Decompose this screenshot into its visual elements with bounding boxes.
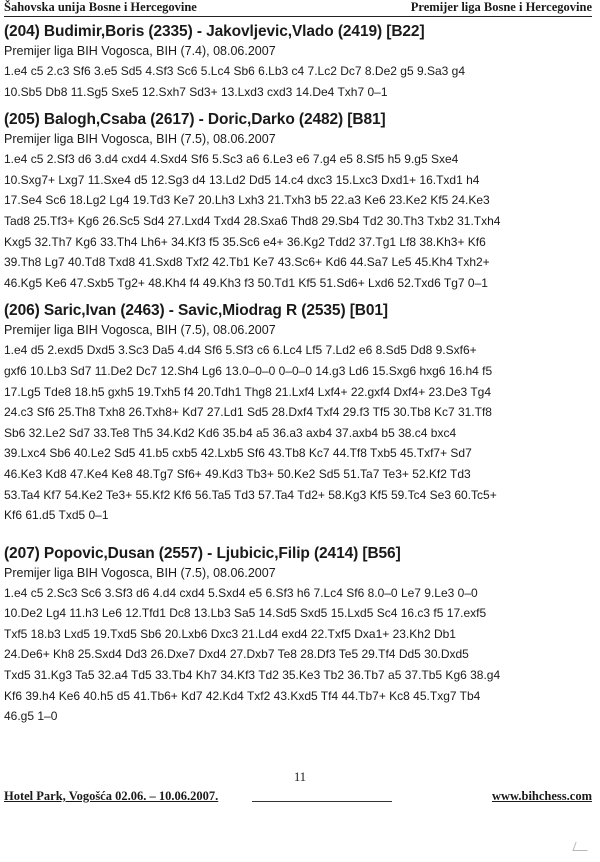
- game-event: Premijer liga BIH Vogosca, BIH (7.5), 08.06.2007: [4, 323, 276, 338]
- game-moves-line: 46.Kg5 Ke6 47.Sxb5 Tg2+ 48.Kh4 f4 49.Kh3 f3 50.Td1 Kf5 51.Sd6+ Lxd6 52.Txd6 Tg7 0–1: [4, 275, 488, 290]
- footer-website-link[interactable]: www.bihchess.com: [491, 789, 592, 803]
- game-moves-line: 39.Lxc4 Sb6 40.Le2 Sd5 41.b5 cxb5 42.Lxb5 Sf6 43.Tb8 Kc7 44.Tf8 Txb5 45.Txf7+ Sd7: [4, 446, 472, 461]
- running-header: [4, 0, 592, 17]
- game-title: (204) Budimir,Boris (2335) - Jakovljevic,Vlado (2419) [B22]: [4, 23, 425, 40]
- game-title: (207) Popovic,Dusan (2557) - Ljubicic,Filip (2414) [B56]: [4, 544, 401, 562]
- game-moves-line: 10.De2 Lg4 11.h3 Le6 12.Tfd1 Dc8 13.Lb3 Sa5 14.Sd5 Sxd5 15.Lxd5 Sc4 16.c3 f5 17.exf5: [4, 606, 487, 621]
- header-federation: Šahovska unija Bosne i Hercegovine: [4, 0, 197, 14]
- game-moves-line: Sb6 32.Le2 Sd7 33.Te8 Th5 34.Kd2 Kd6 35.b4 a5 36.a3 axb4 37.axb4 b5 38.c4 bxc4: [4, 425, 457, 440]
- page-number: 11: [293, 770, 307, 784]
- game-moves-line: 46.Ke3 Kd8 47.Ke4 Ke8 48.Tg7 Sf6+ 49.Kd3 Tb3+ 50.Ke2 Sd5 51.Ta7 Te3+ 52.Kf2 Td3: [4, 466, 471, 481]
- game-entry: [4, 110, 594, 293]
- game-moves-line: gxf6 10.Lb3 Sd7 11.De2 Dc7 12.Sh4 Lg6 13.0–0–0 0–0–0 14.g3 Ld6 15.Sxg6 hxg6 16.h4 f5: [4, 363, 493, 378]
- game-moves-line: 39.Th8 Lg7 40.Td8 Txd8 41.Sxd8 Txf2 42.Tb1 Ke7 43.Sc6+ Kd6 44.Sa7 Le5 45.Kh4 Txh2+: [4, 255, 490, 270]
- game-moves-line: 53.Ta4 Kf7 54.Ke2 Te3+ 55.Kf2 Kf6 56.Ta5 Td3 57.Ta4 Td2+ 58.Kg3 Kf5 59.Tc4 Se3 60.Tc5+: [4, 487, 497, 502]
- game-moves-line: Kf6 61.d5 Txd5 0–1: [4, 508, 109, 523]
- game-moves-line: 24.c3 Sf6 25.Th8 Txh8 26.Txh8+ Kd7 27.Ld1 Sd5 28.Dxf4 Txf4 29.f3 Tf5 30.Tb8 Kc7 31.Tf8: [4, 405, 492, 420]
- game-moves-line: Txf5 18.b3 Lxd5 19.Txd5 Sb6 20.Lxb6 Dxc3 21.Ld4 exd4 22.Txf5 Dxa1+ 23.Kh2 Db1: [4, 626, 456, 641]
- game-entry: [4, 301, 594, 525]
- game-moves-line: 46.g5 1–0: [4, 709, 58, 724]
- game-event: Premijer liga BIH Vogosca, BIH (7.5), 08.06.2007: [4, 565, 276, 580]
- game-moves-line: 17.Lg5 Tde8 18.h5 gxh5 19.Txh5 f4 20.Tdh1 Thg8 21.Lxf4 Lxf4+ 22.gxf4 Dxf4+ 23.De3 Tg4: [4, 384, 492, 399]
- game-entry: [4, 22, 594, 102]
- footer-venue: Hotel Park, Vogošća 02.06. – 10.06.2007.: [4, 789, 219, 803]
- game-moves-line: 10.Sxg7+ Lxg7 11.Sxe4 d5 12.Sg3 d4 13.Ld2 Dd5 14.c4 dxc3 15.Lxc3 Dxd1+ 16.Txd1 h4: [4, 172, 480, 187]
- game-moves-line: 1.e4 c5 2.Sf3 d6 3.d4 cxd4 4.Sxd4 Sf6 5.Sc3 a6 6.Le3 e6 7.g4 e5 8.Sf5 h5 9.g5 Sxe4: [4, 152, 459, 167]
- game-moves-line: Kxg5 32.Th7 Kg6 33.Th4 Lh6+ 34.Kf3 f5 35.Sc6 e4+ 36.Kg2 Tdd2 37.Tg1 Lf8 38.Kh3+ Kf6: [4, 234, 486, 249]
- game-moves-line: 1.e4 c5 2.c3 Sf6 3.e5 Sd5 4.Sf3 Sc6 5.Lc4 Sb6 6.Lb3 c4 7.Lc2 Dc7 8.De2 g5 9.Sa3 g4: [4, 64, 465, 78]
- game-moves-line: 1.e4 d5 2.exd5 Dxd5 3.Sc3 Da5 4.d4 Sf6 5.Sf3 c6 6.Lc4 Lf5 7.Ld2 e6 8.Sd5 Dd8 9.Sxf6+: [4, 343, 477, 358]
- game-moves-line: Tad8 25.Tf3+ Kg6 26.Sc5 Sd4 27.Lxd4 Txd4 28.Sxa6 Thd8 29.Sb4 Td2 30.Th3 Txb2 31.Txh4: [4, 213, 501, 228]
- header-league: Premijer liga Bosne i Hercegovine: [410, 0, 592, 14]
- game-moves-line: Txd5 31.Kg3 Ta5 32.a4 Td5 33.Tb4 Kh7 34.Kf3 Td2 35.Ke3 Tb2 36.Tb7 a5 37.Tb5 Kg6 38.g4: [4, 668, 501, 683]
- game-moves-line: 1.e4 c5 2.Sc3 Sc6 3.Sf3 d6 4.d4 cxd4 5.Sxd4 e5 6.Sf3 h6 7.Lc4 Sf6 8.0–0 Le7 9.Le3 0–0: [4, 585, 478, 600]
- game-moves-line: 24.De6+ Kh8 25.Sxd4 Dd3 26.Dxe7 Dxd4 27.Dxb7 Te8 28.Df3 Te5 29.Tf4 Dd5 30.Dxd5: [4, 647, 469, 662]
- game-event: Premijer liga BIH Vogosca, BIH (7.5), 08.06.2007: [4, 132, 276, 147]
- game-moves-line: Kf6 39.h4 Ke6 40.h5 d5 41.Tb6+ Kd7 42.Kd4 Txf2 43.Kxd5 Tf4 44.Tb7+ Kc8 45.Txg7 Tb4: [4, 688, 481, 703]
- game-moves-line: 17.Se4 Sc6 18.Lg2 Lg4 19.Td3 Ke7 20.Lh3 Lxh3 21.Txh3 b5 22.a3 Ke6 23.Ke2 Kf5 24.Ke3: [4, 193, 490, 208]
- pencil-mark: [572, 842, 590, 851]
- game-entry: [4, 544, 594, 727]
- game-title: (205) Balogh,Csaba (2617) - Doric,Darko (2482) [B81]: [4, 111, 386, 129]
- running-footer: [4, 789, 592, 804]
- game-moves-line: 10.Sb5 Db8 11.Sg5 Sxe5 12.Sxh7 Sd3+ 13.Lxd3 cxd3 14.De4 Txh7 0–1: [4, 84, 388, 99]
- game-event: Premijer liga BIH Vogosca, BIH (7.4), 08.06.2007: [4, 44, 276, 58]
- games-list: [4, 22, 594, 735]
- game-title: (206) Saric,Ivan (2463) - Savic,Miodrag R (2535) [B01]: [4, 302, 388, 320]
